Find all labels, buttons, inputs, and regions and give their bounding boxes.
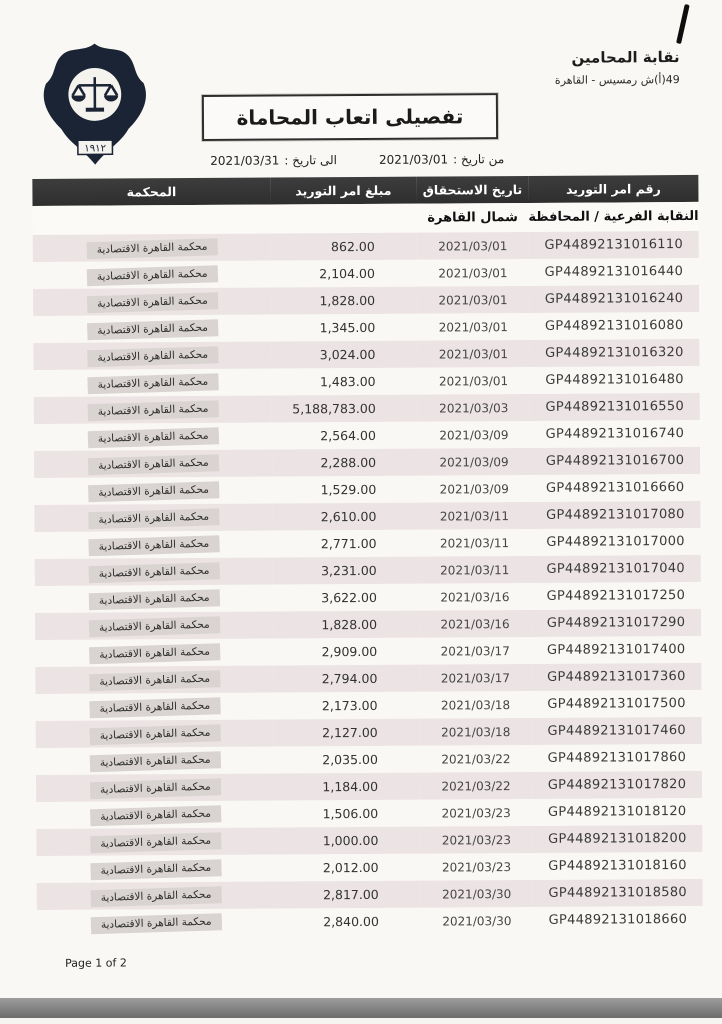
- amount-cell: 1,506.00: [322, 805, 379, 822]
- court-cell: [35, 585, 273, 613]
- amount-cell: 862.00: [330, 238, 375, 255]
- court-cell: [37, 882, 275, 910]
- section-value: شمال القاهرة: [417, 203, 529, 233]
- date-to: [210, 153, 337, 168]
- court-cell: [36, 720, 274, 748]
- table-row: [33, 231, 699, 262]
- amount-cell: 2,909.00: [321, 643, 378, 660]
- order-number-cell: GP44892131017860: [547, 750, 687, 766]
- order-number-cell: GP44892131016320: [545, 345, 684, 361]
- table-row: [37, 906, 703, 937]
- table-row: [34, 447, 700, 478]
- court-name: محكمة القاهرة الاقتصادية: [90, 859, 221, 880]
- court-name: محكمة القاهرة الاقتصادية: [90, 805, 221, 826]
- court-cell: [34, 504, 272, 532]
- due-date-cell: 2021/03/22: [441, 751, 511, 767]
- due-date-cell: 2021/03/01: [438, 346, 509, 362]
- due-date-cell: 2021/03/01: [438, 265, 508, 281]
- table-row: [35, 555, 701, 586]
- court-cell: [34, 450, 272, 478]
- court-cell: [35, 531, 273, 559]
- court-name: محكمة القاهرة الاقتصادية: [89, 724, 220, 745]
- court-name: محكمة القاهرة الاقتصادية: [87, 373, 218, 394]
- court-name: محكمة القاهرة الاقتصادية: [87, 400, 218, 421]
- amount-cell: 2,288.00: [320, 454, 377, 471]
- table-row: [36, 825, 702, 856]
- court-cell: [36, 828, 274, 856]
- amount-cell: 3,622.00: [321, 589, 377, 606]
- due-date-cell: 2021/03/30: [442, 886, 512, 902]
- court-cell: [33, 288, 271, 316]
- amount-cell: 2,817.00: [323, 886, 379, 903]
- report-title-box: [202, 93, 498, 141]
- court-name: محكمة القاهرة الاقتصادية: [86, 265, 217, 286]
- amount-cell: 2,840.00: [323, 913, 379, 930]
- order-number-cell: GP44892131017040: [546, 561, 686, 577]
- court-cell: [34, 396, 272, 424]
- order-number-cell: GP44892131016440: [544, 264, 684, 280]
- order-number-cell: GP44892131018120: [547, 804, 687, 820]
- amount-cell: 2,104.00: [319, 265, 375, 282]
- court-cell: [35, 666, 273, 694]
- date-range: [210, 152, 504, 168]
- order-number-cell: GP44892131017080: [546, 507, 685, 523]
- amount-cell: 1,828.00: [321, 616, 378, 633]
- table-row: [36, 798, 702, 829]
- court-cell: [35, 639, 273, 667]
- date-to-label: الى تاريخ :: [284, 153, 337, 168]
- table-row: [35, 582, 701, 613]
- order-number-cell: GP44892131016080: [544, 318, 684, 334]
- court-cell: [34, 477, 272, 505]
- order-number-cell: GP44892131017500: [547, 696, 686, 712]
- order-number-cell: GP44892131017250: [546, 588, 686, 604]
- court-name: محكمة القاهرة الاقتصادية: [89, 751, 220, 772]
- table-row: [34, 366, 700, 397]
- order-number-cell: GP44892131016550: [545, 399, 685, 415]
- court-name: محكمة القاهرة الاقتصادية: [89, 778, 220, 799]
- section-row: [33, 202, 699, 235]
- report-title: تفصيلى اتعاب المحاماة: [236, 104, 464, 130]
- amount-cell: 2,035.00: [322, 751, 378, 768]
- order-number-cell: GP44892131016660: [545, 480, 685, 496]
- due-date-cell: 2021/03/17: [440, 643, 510, 659]
- table-row: [33, 312, 699, 343]
- order-number-cell: GP44892131017290: [546, 615, 686, 631]
- due-date-cell: 2021/03/01: [438, 319, 508, 335]
- table-row: [36, 852, 702, 883]
- amount-cell: 5,188,783.00: [292, 400, 376, 417]
- due-date-cell: 2021/03/23: [441, 805, 511, 821]
- due-date-cell: 2021/03/09: [439, 454, 509, 470]
- table-row: [33, 285, 699, 316]
- court-name: محكمة القاهرة الاقتصادية: [88, 481, 219, 502]
- court-name: محكمة القاهرة الاقتصادية: [88, 535, 219, 556]
- table-row: [36, 744, 702, 775]
- due-date-cell: 2021/03/01: [438, 292, 508, 308]
- court-name: محكمة القاهرة الاقتصادية: [87, 427, 218, 448]
- amount-cell: 2,012.00: [322, 859, 379, 876]
- table-row: [34, 474, 700, 505]
- court-cell: [33, 234, 271, 262]
- table-row: [35, 636, 701, 667]
- amount-cell: 3,024.00: [319, 346, 376, 363]
- court-name: محكمة القاهرة الاقتصادية: [90, 832, 221, 853]
- col-due-date-header: تاريخ الاستحقاق: [416, 176, 528, 204]
- order-number-cell: GP44892131016240: [544, 291, 684, 307]
- table-row: [34, 420, 700, 451]
- col-court-header: المحكمة: [32, 178, 270, 206]
- court-cell: [35, 612, 273, 640]
- due-date-cell: 2021/03/09: [439, 481, 509, 497]
- bar-association-logo: [38, 41, 153, 168]
- order-number-cell: GP44892131018580: [548, 885, 688, 901]
- court-name: محكمة القاهرة الاقتصادية: [88, 589, 219, 610]
- table-row: [34, 501, 700, 532]
- due-date-cell: 2021/03/11: [439, 535, 510, 551]
- date-to-value: 2021/03/31: [210, 153, 280, 168]
- amount-cell: 1,828.00: [319, 292, 376, 309]
- bottom-scan-strip: [0, 998, 722, 1018]
- court-name: محكمة القاهرة الاقتصادية: [88, 562, 219, 583]
- org-address: 49(أ)ش رمسيس - القاهرة: [554, 73, 680, 87]
- court-name: محكمة القاهرة الاقتصادية: [87, 346, 218, 367]
- emblem-year: ١٩١٢: [84, 143, 107, 155]
- amount-cell: 1,184.00: [322, 778, 379, 795]
- order-number-cell: GP44892131016110: [544, 237, 684, 253]
- due-date-cell: 2021/03/03: [439, 400, 509, 416]
- amount-cell: 1,000.00: [322, 832, 379, 849]
- court-name: محكمة القاهرة الاقتصادية: [88, 454, 219, 475]
- court-cell: [36, 801, 274, 829]
- order-number-cell: GP44892131018200: [548, 831, 687, 847]
- court-name: محكمة القاهرة الاقتصادية: [89, 670, 220, 691]
- date-from-value: 2021/03/01: [378, 152, 449, 167]
- table-row: [35, 690, 701, 721]
- due-date-cell: 2021/03/18: [440, 697, 511, 713]
- table-row: [35, 609, 701, 640]
- court-cell: [34, 423, 272, 451]
- court-cell: [33, 261, 271, 289]
- order-number-cell: GP44892131018160: [548, 858, 687, 874]
- pen-mark: [676, 4, 690, 44]
- court-name: محكمة القاهرة الاقتصادية: [86, 238, 217, 259]
- order-number-cell: GP44892131017360: [547, 669, 686, 685]
- org-header: [555, 48, 680, 87]
- court-name: محكمة القاهرة الاقتصادية: [89, 697, 220, 718]
- amount-cell: 2,173.00: [321, 697, 378, 714]
- court-cell: [36, 855, 274, 883]
- due-date-cell: 2021/03/17: [440, 670, 511, 686]
- due-date-cell: 2021/03/23: [441, 832, 512, 848]
- amount-cell: 1,345.00: [319, 319, 376, 336]
- table-row: [37, 879, 703, 910]
- amount-cell: 2,771.00: [320, 535, 377, 552]
- court-name: محكمة القاهرة الاقتصادية: [90, 913, 221, 934]
- date-from: [379, 152, 504, 167]
- amount-cell: 2,610.00: [320, 508, 377, 525]
- order-number-cell: GP44892131018660: [548, 912, 688, 928]
- court-cell: [36, 747, 274, 775]
- order-number-cell: GP44892131016700: [545, 453, 685, 469]
- court-cell: [33, 342, 271, 370]
- due-date-cell: 2021/03/30: [442, 913, 512, 929]
- page-footer: Page 1 of 2: [65, 956, 127, 970]
- due-date-cell: 2021/03/11: [439, 508, 510, 524]
- amount-cell: 3,231.00: [321, 562, 377, 579]
- court-name: محكمة القاهرة الاقتصادية: [87, 292, 218, 313]
- amount-cell: 2,794.00: [321, 670, 378, 687]
- order-number-cell: GP44892131016740: [545, 426, 685, 442]
- section-label: النقابة الفرعية / المحافظة: [528, 202, 698, 232]
- court-cell: [34, 369, 272, 397]
- due-date-cell: 2021/03/16: [440, 589, 510, 605]
- table-row: [36, 771, 702, 802]
- court-cell: [35, 558, 273, 586]
- court-name: محكمة القاهرة الاقتصادية: [88, 508, 219, 529]
- due-date-cell: 2021/03/18: [441, 724, 511, 740]
- table-body: [33, 231, 703, 937]
- court-name: محكمة القاهرة الاقتصادية: [89, 643, 220, 664]
- order-number-cell: GP44892131017400: [546, 642, 686, 658]
- table-row: [33, 258, 699, 289]
- date-from-label: من تاريخ :: [453, 152, 505, 167]
- due-date-cell: 2021/03/22: [441, 778, 511, 794]
- col-order-number-header: رقم امر التوريد: [528, 175, 698, 203]
- order-number-cell: GP44892131016480: [545, 372, 684, 388]
- table-row: [35, 528, 701, 559]
- court-name: محكمة القاهرة الاقتصادية: [90, 886, 221, 907]
- amount-cell: 1,483.00: [319, 373, 376, 390]
- amount-cell: 1,529.00: [320, 481, 377, 498]
- table-row: [33, 339, 699, 370]
- table-header-row: [32, 175, 698, 206]
- org-name: نقابة المحامين: [571, 48, 680, 67]
- due-date-cell: 2021/03/01: [438, 373, 509, 389]
- emblem-graphic: [38, 41, 153, 168]
- amount-cell: 2,127.00: [322, 724, 378, 741]
- order-number-cell: GP44892131017820: [547, 777, 687, 793]
- table-row: [35, 663, 701, 694]
- court-cell: [37, 909, 275, 937]
- court-name: محكمة القاهرة الاقتصادية: [89, 616, 220, 637]
- due-date-cell: 2021/03/11: [440, 562, 510, 578]
- table-row: [34, 393, 700, 424]
- order-number-cell: GP44892131017000: [546, 534, 685, 550]
- fees-table: [32, 175, 703, 937]
- order-number-cell: GP44892131017460: [547, 723, 687, 739]
- court-cell: [33, 315, 271, 343]
- due-date-cell: 2021/03/01: [438, 238, 508, 254]
- due-date-cell: 2021/03/23: [441, 859, 512, 875]
- due-date-cell: 2021/03/09: [439, 427, 509, 443]
- due-date-cell: 2021/03/16: [440, 616, 510, 632]
- table-row: [36, 717, 702, 748]
- court-cell: [36, 774, 274, 802]
- court-cell: [35, 693, 273, 721]
- col-amount-header: مبلغ امر التوريد: [270, 177, 416, 205]
- court-name: محكمة القاهرة الاقتصادية: [87, 319, 218, 340]
- amount-cell: 2,564.00: [320, 427, 376, 444]
